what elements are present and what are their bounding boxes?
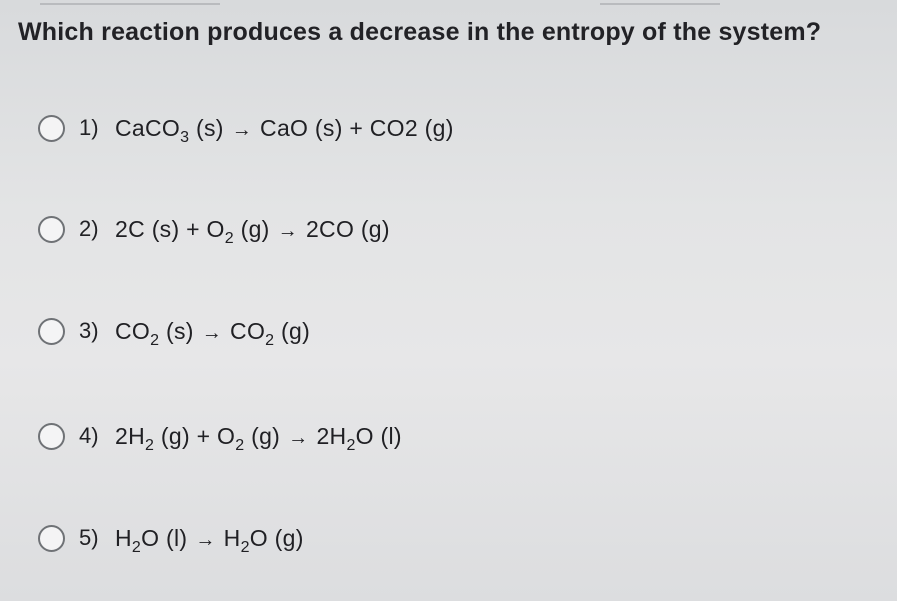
option-number-1: 1) bbox=[79, 115, 99, 140]
option-number-2: 2) bbox=[79, 216, 99, 241]
equation-4: $2H_2$ $(g) + O_2$ $(g) \to 2H_2O$ (l) bbox=[115, 422, 402, 454]
question-text: Which reaction produces a decrease in the entropy of the system? bbox=[18, 18, 822, 46]
radio-button-4[interactable] bbox=[38, 423, 65, 450]
option-number-5: 5) bbox=[79, 525, 99, 550]
radio-button-5[interactable] bbox=[38, 525, 65, 552]
option-2[interactable] bbox=[38, 209, 390, 249]
option-3[interactable] bbox=[38, 311, 310, 351]
arrow-icon: → bbox=[231, 118, 253, 141]
equation-5: $H_2O$ $(l) \to H_2O$ (g) bbox=[115, 524, 304, 556]
option-number-3: 3) bbox=[79, 318, 99, 343]
equation-1: CaCO$_3$ (s) → CaO (s) + CO2 (g) bbox=[115, 114, 454, 146]
option-1[interactable] bbox=[38, 108, 454, 148]
arrow-icon: → bbox=[195, 528, 216, 551]
arrow-icon: → bbox=[288, 426, 309, 449]
arrow-icon: → bbox=[277, 219, 298, 242]
radio-button-3[interactable] bbox=[38, 318, 65, 345]
option-number-4: 4) bbox=[79, 423, 99, 448]
radio-button-1[interactable] bbox=[38, 115, 65, 142]
equation-2: 2C $(s) + O_2$ (g) → 2CO (g) bbox=[115, 215, 390, 247]
option-4[interactable] bbox=[38, 416, 402, 456]
option-5[interactable] bbox=[38, 518, 304, 558]
arrow-icon: → bbox=[201, 321, 223, 344]
equation-3: $CO_2$ $(s) \to CO_2$ (g) bbox=[115, 317, 311, 349]
radio-button-2[interactable] bbox=[38, 216, 65, 243]
